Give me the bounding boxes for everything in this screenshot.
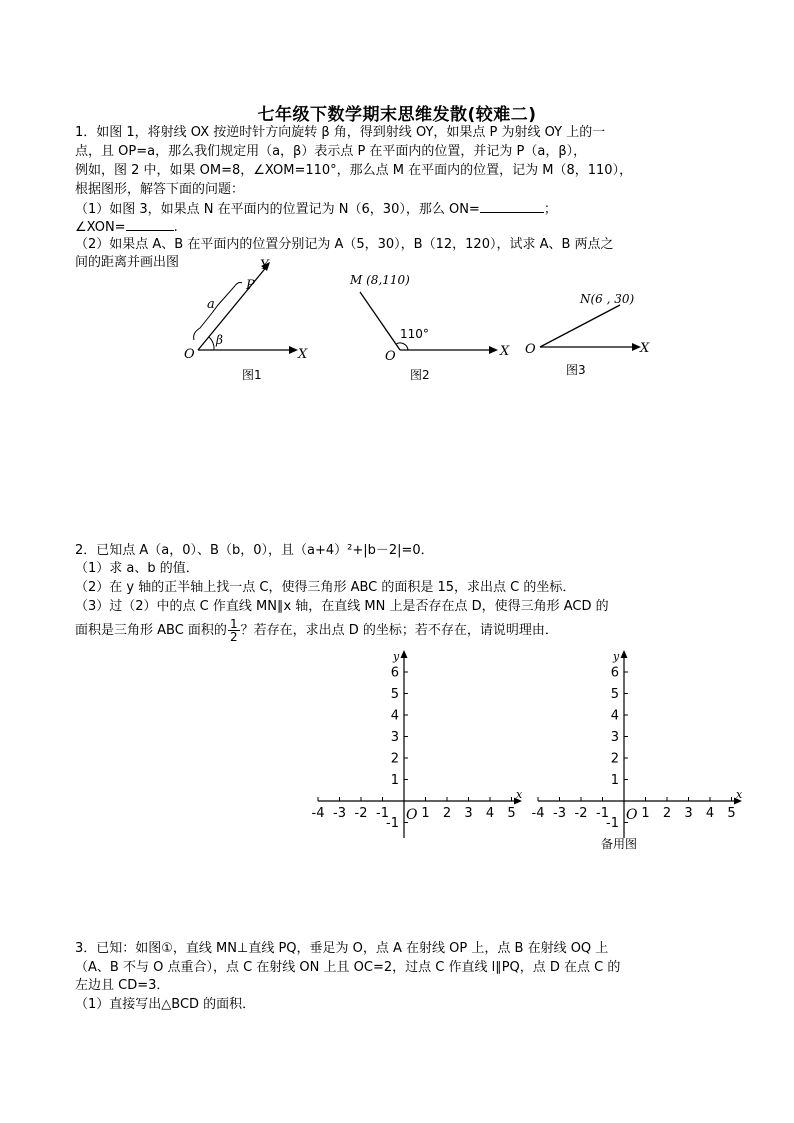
q1-sub1 [75,200,557,219]
x-tick-label: -3 [553,806,566,821]
q1-line-1: 1．如图 1，将射线 OX 按逆时针方向旋转 β 角，得到射线 OY，如果点 P 为射线 OY 上的一 [75,125,606,140]
y-tick-label: 6 [390,665,399,681]
answer-blank-angle[interactable] [126,218,174,231]
fig1-label-x: X [298,347,308,362]
q2-line-1: 2．已知点 A（a，0）、B（b，0），且（a+4）²+|b－2|=0． [75,543,434,558]
q3-line-4: （1）直接写出△BCD 的面积． [75,997,256,1012]
q1-sub1-angle-label: ∠XON= [75,220,126,235]
fig3-label-n: N(6 , 30) [580,292,635,306]
fig1-brace [194,283,242,341]
y-tick-label: 2 [390,751,399,767]
y-axis-label: y [393,650,400,663]
fig1-label-y: Y [260,258,269,273]
fig1-label-p: P [246,278,255,293]
q3-line-2: （A、B 不与 O 点重合），点 C 在射线 ON 上且 OC=2，过点 C 作直线 l∥PQ，点 D 在点 C 的 [75,960,621,975]
fig1-angle-arc [209,337,214,350]
y-tick-label: 5 [390,687,399,702]
x-tick-label: 5 [507,806,516,821]
q2-line-3: （2）在 y 轴的正半轴上找一点 C，使得三角形 ABC 的面积是 15，求出点 C 的坐标． [75,580,576,595]
q2-line-5 [75,618,558,643]
figure-2 [345,265,520,385]
q2-line-5-text-a: 面积是三角形 ABC 面积的 [75,623,227,638]
y-tick-label: -1 [386,816,399,831]
y-axis-arrow [401,650,408,658]
x-tick-label: 4 [485,806,495,821]
q3-line-3: 左边且 CD=3． [75,978,170,993]
origin-label: O [406,807,418,823]
x-tick-label: -1 [376,806,389,821]
origin-label: O [626,807,638,823]
fig1-arrow-x [289,346,298,354]
q2-line-4: （3）过（2）中的点 C 作直线 MN∥x 轴，在直线 MN 上是否存在点 D，使得三角形 ACD 的 [75,599,609,614]
y-tick-label: 3 [610,730,619,745]
q1-sub2-line-1: （2）如果点 A、B 在平面内的位置分别记为 A（5，30），B（12，120），试求 A、B 两点之 [75,237,614,252]
fraction-denominator: 2 [229,630,238,644]
fig1-label-o: O [184,347,195,362]
y-tick-label: 4 [390,708,399,724]
coordinate-grid-1 [311,648,528,843]
y-tick-label: -1 [606,816,619,831]
q1-sub1-text: （1）如图 3，如果点 N 在平面内的位置记为 N（6，30），那么 ON= [75,202,480,217]
y-tick-label: 1 [390,773,399,788]
answer-blank-on[interactable] [480,200,544,213]
x-tick-label: 2 [662,806,672,821]
q1-line-3: 例如，图 2 中，如果 OM=8，∠XOM=110°，那么点 M 在平面内的位置，记为 M（8，110）， [75,163,633,178]
x-tick-label: 1 [641,806,650,821]
q1-line-4: 根据图形，解答下面的问题： [75,182,245,197]
fig1-label-a: a [207,297,215,312]
coordinate-grid-2 [531,648,748,843]
x-tick-label: 4 [705,806,715,821]
x-axis-label: x [516,788,523,801]
x-tick-label: -4 [531,806,545,821]
q1-sub1-sep: ； [543,202,557,217]
y-tick-label: 2 [610,751,619,767]
fig2-arrow-x [489,346,498,354]
fraction-numerator: 1 [229,617,238,631]
y-tick-label: 6 [610,665,619,681]
y-axis-label: y [613,650,620,663]
x-tick-label: -1 [596,806,609,821]
page-title: 七年级下数学期末思维发散(较难二) [257,105,537,125]
q1-sub2-line-2: 间的距离并画出图 [75,255,180,270]
figure-3 [520,285,680,385]
q1-line-2: 点，且 OP=a，那么我们规定用（a，β）表示点 P 在平面内的位置，并记为 P（a，β）， [75,144,587,159]
x-tick-label: 1 [421,806,430,821]
y-tick-label: 5 [610,687,619,702]
figure-1 [170,255,320,385]
fig3-caption: 图3 [566,363,586,377]
fig2-caption: 图2 [410,368,430,382]
y-tick-label: 3 [390,730,399,745]
fig2-label-x: X [500,344,510,359]
q2-line-5-text-b: ？若存在，求出点 D 的坐标；若不存在，请说明理由． [240,623,558,638]
q1-sub1-end: . [173,220,178,235]
fig3-label-x: X [640,341,650,356]
x-tick-label: 3 [684,806,693,821]
x-tick-label: -2 [574,806,588,821]
spare-figure-caption: 备用图 [601,837,638,851]
fig1-label-beta: β [216,333,223,347]
fig2-label-angle: 110° [400,327,429,341]
x-tick-label: 3 [464,806,473,821]
x-tick-label: -4 [311,806,325,821]
fraction-one-half [228,618,240,643]
fig2-label-m: M (8,110) [350,273,410,287]
q1-sub1-angle [75,218,178,237]
x-tick-label: -2 [354,806,368,821]
x-tick-label: 5 [727,806,736,821]
y-tick-label: 1 [610,773,619,788]
fig2-label-o: O [385,349,396,364]
x-tick-label: -3 [333,806,346,821]
q2-line-2: （1）求 a、b 的值． [75,561,199,576]
y-axis-arrow [621,650,628,658]
x-axis-label: x [736,788,743,801]
fig2-ray-om [360,292,400,350]
x-tick-label: 2 [442,806,452,821]
fig1-caption: 图1 [242,368,262,382]
q3-line-1: 3．已知：如图①，直线 MN⊥直线 PQ，垂足为 O，点 A 在射线 OP 上，点 B 在射线 OQ 上 [75,941,609,956]
y-tick-label: 4 [610,708,619,724]
fig3-label-o: O [525,342,536,357]
fig3-ray-on [540,305,620,347]
